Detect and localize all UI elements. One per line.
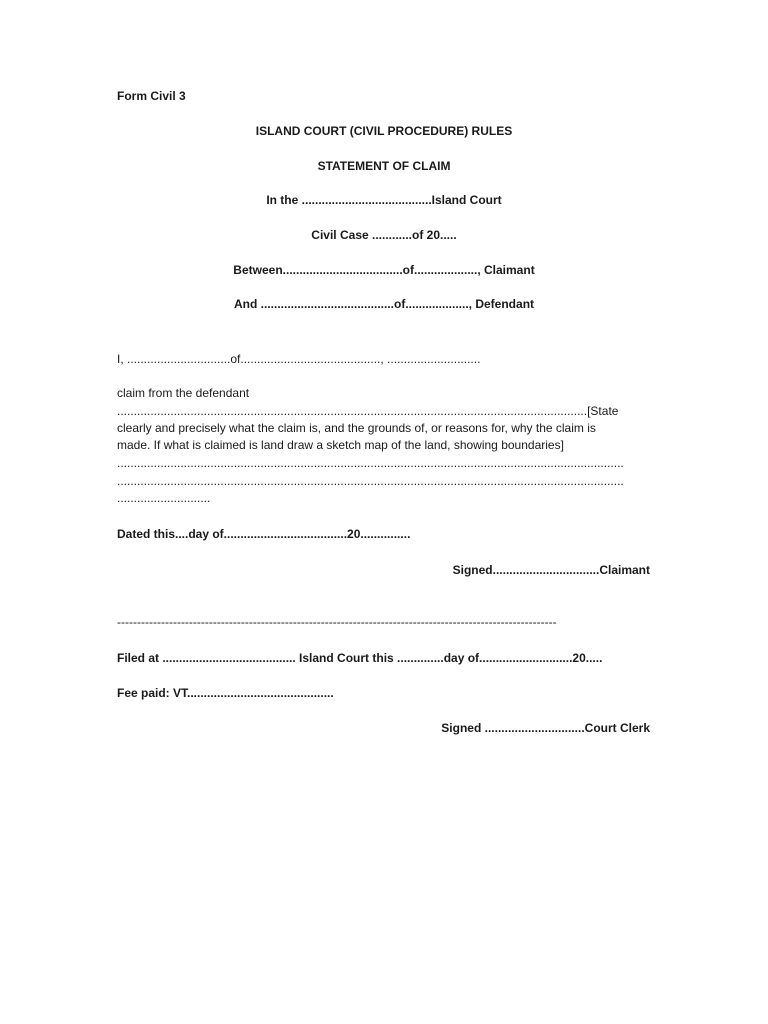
fee-line: Fee paid: VT............................................ — [117, 686, 334, 700]
claim-line-2: clearly and precisely what the claim is, and the grounds of, or reasons for, why the claim is — [117, 421, 596, 435]
between-line: Between....................................of..................., Claimant — [233, 263, 535, 277]
claim-line-4: ........................................................................................................................................................ — [117, 456, 624, 470]
form-label: Form Civil 3 — [117, 89, 186, 103]
claim-line-5: ........................................................................................................................................................ — [117, 474, 624, 488]
signed-clerk: Signed ..............................Court Clerk — [441, 721, 650, 735]
and-line: And ........................................of..................., Defendant — [233, 297, 535, 311]
filed-line: Filed at ........................................ Island Court this ..............day of............................20..... — [117, 651, 603, 665]
court-line: In the .......................................Island Court — [266, 193, 502, 207]
separator-line: -------------------------------------------------------------------------------------------------------------- — [117, 615, 557, 629]
claim-intro: claim from the defendant — [117, 386, 250, 400]
civil-case-line: Civil Case ............of 20..... — [311, 228, 457, 242]
claim-line-1: .............................................................................................................................................[State — [117, 404, 619, 418]
dated-line: Dated this....day of.....................................20............... — [117, 527, 411, 541]
claim-line-6: ............................ — [117, 491, 211, 505]
document-title: STATEMENT OF CLAIM — [317, 159, 451, 173]
claimant-line: I, ...............................of.........................................., ............................ — [117, 352, 481, 366]
claim-line-3: made. If what is claimed is land draw a sketch map of the land, showing boundaries] — [117, 438, 564, 452]
signed-claimant: Signed................................Claimant — [452, 563, 650, 577]
rules-title: ISLAND COURT (CIVIL PROCEDURE) RULES — [255, 124, 513, 138]
